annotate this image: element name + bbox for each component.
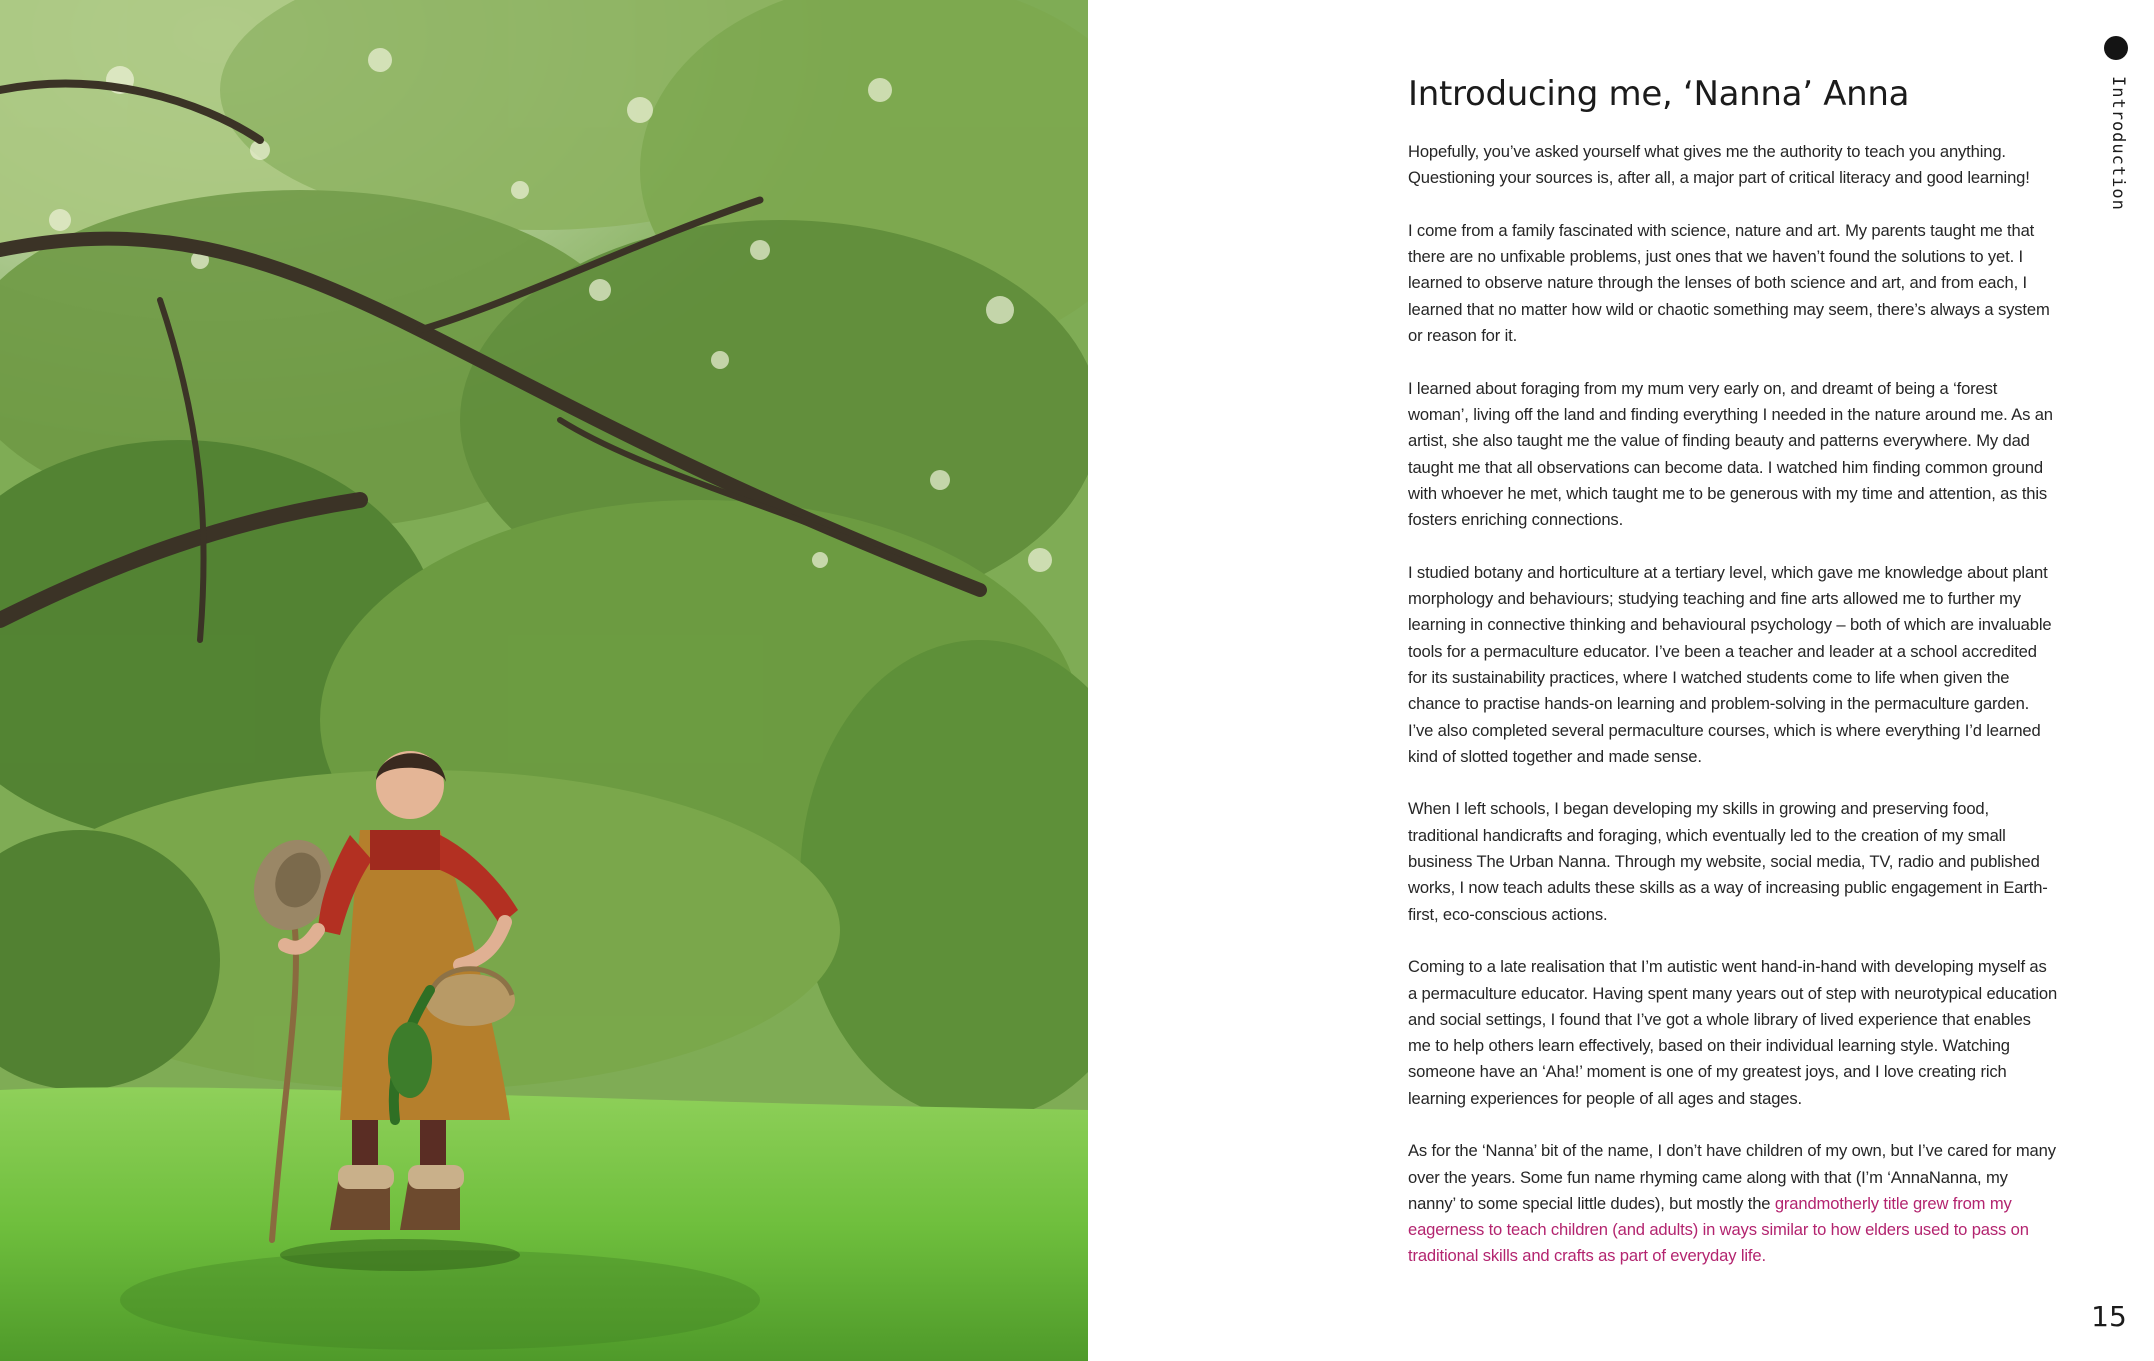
paragraph-7-plain: As for the ‘Nanna’ bit of the name, I don’t have children of my own, but I’ve cared for many over the years. Some fun name rhyming came along with that (I’m ‘AnnaNanna, my nanny’ to some special little dudes), but mostly the bbox=[1408, 1141, 2056, 1213]
paragraph-6: Coming to a late realisation that I’m autistic went hand-in-hand with developing myself as a permaculture educator. Having spent many years out of step with neurotypical education and social settings, I found that I’ve got a whole library of lived experience that enables me to help others learn effectively, based on their individual learning style. Watching someone have an ‘Aha!’ moment is one of my greatest joys, and I love creating rich learning experiences for people of all ages and stages. bbox=[1408, 957, 2058, 1108]
paragraph-4: I studied botany and horticulture at a tertiary level, which gave me knowledge about plant morphology and behaviours; studying teaching and fine arts allowed me to further my learning in connective thinking and behavioural psychology – both of which are invaluable tools for a permaculture educator. I’ve been a teacher and leader at a school accredited for its sustainability practices, where I watched students come to life when given the chance to practise hands-on learning and problem-solving in the permaculture garden. I’ve also completed several permaculture courses, which is where everything I’d learned kind of slotted together and made sense. bbox=[1408, 562, 2052, 766]
text-page bbox=[1088, 0, 2154, 1361]
highlighted-text: grandmotherly title grew from my eagerness to teach children (and adults) in ways similar to how elders used to pass on traditional skills and crafts as part of everyday life. bbox=[1408, 1193, 2029, 1266]
paragraph-7 bbox=[1408, 1138, 2058, 1269]
paragraph-5: When I left schools, I began developing my skills in growing and preserving food, traditional handicrafts and foraging, which eventually led to the creation of my small business The Urban Nanna. Through my website, social media, TV, radio and published works, I now teach adults these skills as a way of increasing public engagement in Earth-first, eco-conscious actions. bbox=[1408, 799, 2048, 924]
paragraph-1: Hopefully, you’ve asked yourself what gives me the authority to teach you anything. Questioning your sources is, after all, a major part of critical literacy and good learning! bbox=[1408, 142, 2030, 188]
body-text bbox=[1408, 139, 2058, 1270]
section-marker-dot bbox=[2104, 36, 2128, 60]
paragraph-3: I learned about foraging from my mum very early on, and dreamt of being a ‘forest woman’, living off the land and finding everything I needed in the nature around me. As an artist, she also taught me the value of finding beauty and patterns everywhere. My dad taught me that all observations can become data. I watched him finding common ground with whoever he met, which taught me to be generous with my time and attention, as this fosters enriching connections. bbox=[1408, 378, 2053, 530]
section-tab-label: Introduction bbox=[2108, 76, 2128, 211]
page-title: Introducing me, ‘Nanna’ Anna bbox=[1408, 74, 1910, 114]
page-number: 15 bbox=[2091, 1300, 2127, 1333]
foliage bbox=[0, 0, 1088, 1120]
paragraph-2: I come from a family fascinated with science, nature and art. My parents taught me that there are no unfixable problems, just ones that we haven’t found the solutions to yet. I learned to observe nature through the lenses of both science and art, and from each, I learned that no matter how wild or chaotic something may seem, there’s always a system or reason for it. bbox=[1408, 220, 2050, 346]
